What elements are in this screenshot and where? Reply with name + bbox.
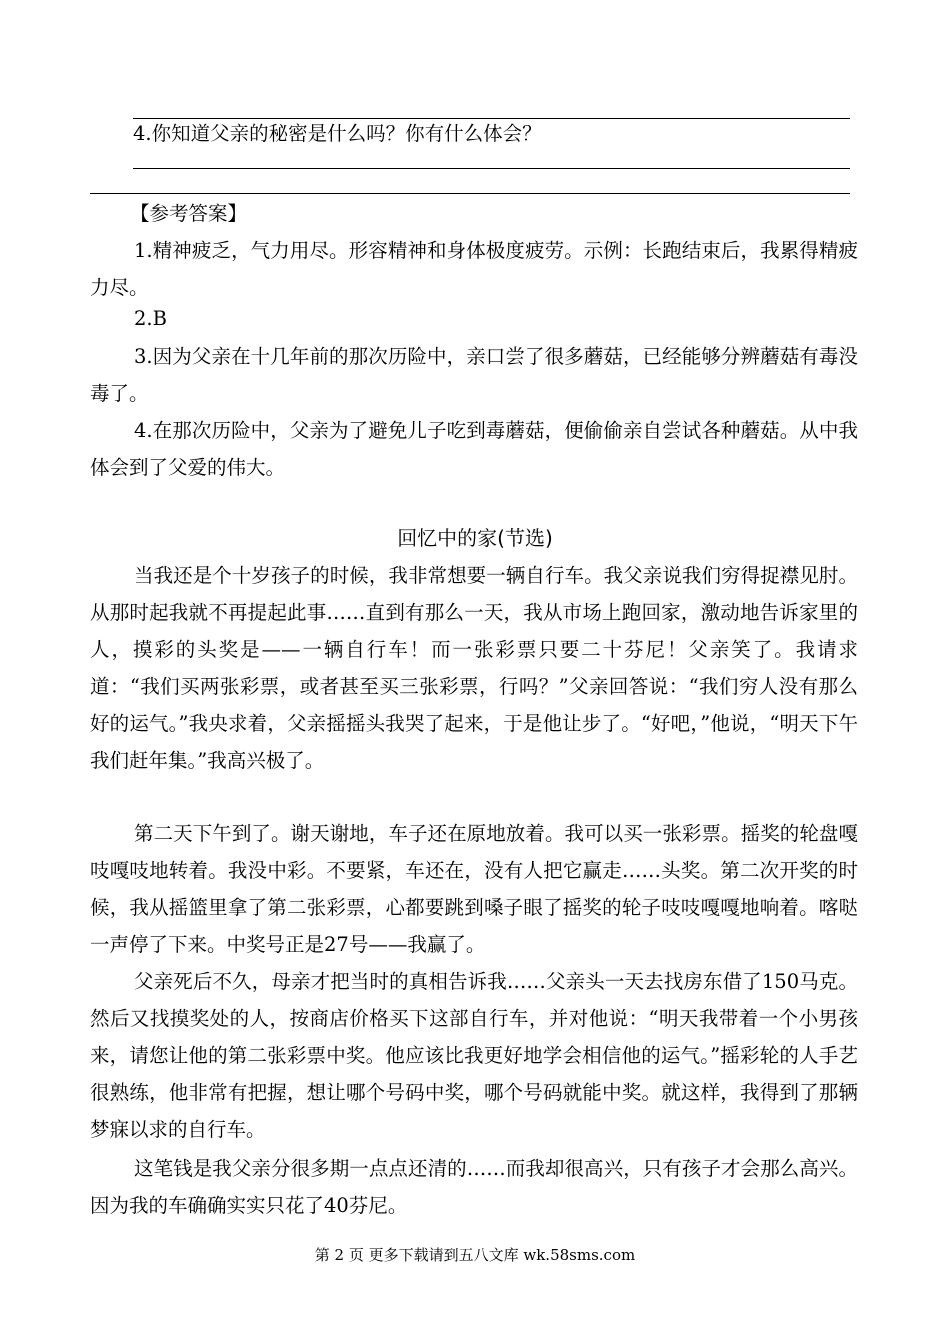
article-paragraph-4: 这笔钱是我父亲分很多期一点点还清的……而我却很高兴，只有孩子才会那么高兴。因为我的车确确实实只花了40芬尼。	[90, 1157, 858, 1217]
article-paragraph-1: 当我还是个十岁孩子的时候，我非常想要一辆自行车。我父亲说我们穷得捉襟见肘。从那时起我就不再提起此事……直到有那么一天，我从市场上跑回家，激动地告诉家里的人，摸彩的头奖是——一辆自行车！而一张彩票只要二十芬尼！父亲笑了。我请求道：“我们买两张彩票，或者甚至买三张彩票，行吗？”父亲回答说：“我们穷人没有那么好的运气。”我央求着，父亲摇摇头我哭了起来，于是他让步了。“好吧，”他说，“明天下午我们赶年集。”我高兴极了。	[90, 564, 858, 772]
answer-line-bottom	[90, 193, 850, 194]
answer-2: 2.B	[134, 307, 167, 330]
question-4: 4.你知道父亲的秘密是什么吗？你有什么体会？	[133, 122, 542, 145]
page-footer: 第 2 页 更多下载请到五八文库 wk.58sms.com	[314, 1246, 636, 1264]
article-paragraph-2: 第二天下午到了。谢天谢地，车子还在原地放着。我可以买一张彩票。摇奖的轮盘嘎吱嘎吱地转着。我没中彩。不要紧，车还在，没有人把它赢走……头奖。第二次开奖的时候，我从摇篮里拿了第二张彩票，心都要跳到嗓子眼了摇奖的轮子吱吱嘎嘎地响着。喀哒一声停了下来。中奖号正是27号——我赢了。	[90, 822, 858, 956]
answers-header: 【参考答案】	[130, 202, 248, 225]
article-title: 回忆中的家(节选)	[397, 526, 553, 550]
article-paragraph-3: 父亲死后不久，母亲才把当时的真相告诉我……父亲头一天去找房东借了150马克。然后又找摸奖处的人，按商店价格买下这部自行车，并对他说：“明天我带着一个小男孩来，请您让他的第二张彩票中奖。他应该比我更好地学会相信他的运气。”摇彩轮的人手艺很熟练，他非常有把握，想让哪个号码中奖，哪个号码就能中奖。就这样，我得到了那辆梦寐以求的自行车。	[90, 970, 858, 1141]
answer-4: 4.在那次历险中，父亲为了避免儿子吃到毒蘑菇，便偷偷亲自尝试各种蘑菇。从中我体会到了父爱的伟大。	[90, 419, 858, 479]
answer-line-middle	[133, 168, 850, 169]
answer-1: 1.精神疲乏，气力用尽。形容精神和身体极度疲劳。示例：长跑结束后，我累得精疲力尽。	[90, 239, 858, 299]
answer-3: 3.因为父亲在十几年前的那次历险中，亲口尝了很多蘑菇，已经能够分辨蘑菇有毒没毒了。	[90, 345, 858, 405]
